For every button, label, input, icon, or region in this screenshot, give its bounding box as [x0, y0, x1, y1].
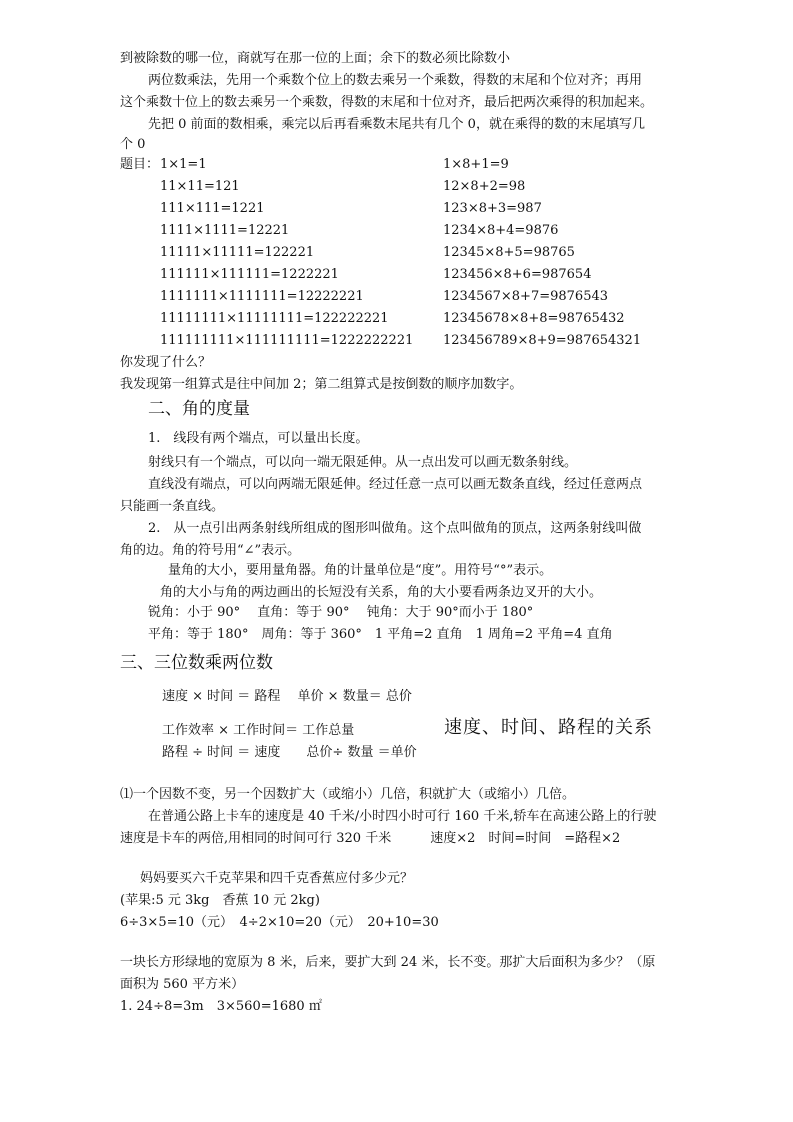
exercise-right-item: 12345678×8+8=98765432 — [443, 311, 625, 326]
exercise-right-item: 123×8+3=987 — [443, 201, 542, 216]
exercise-left-item: 1111111×1111111=12222221 — [160, 289, 364, 304]
problem-line: 一块长方形绿地的宽原为 8 米，后来，要扩大到 24 米，长不变。那扩大后面积为多少？（原 — [120, 955, 656, 970]
paragraph-line: 在普通公路上卡车的速度是 40 千米/小时四小时可行 160 千米,轿车在高速公路上的行驶 — [148, 809, 657, 824]
angle-types-line: 平角：等于 180° 周角：等于 360° 1 平角=2 直角 1 周角=2 平角=4 直角 — [148, 627, 613, 642]
paragraph-line: 两位数乘法，先用一个乘数个位上的数去乘另一个乘数，得数的末尾和个位对齐；再用 — [148, 73, 643, 88]
paragraph-line: 1. 线段有两个端点，可以量出长度。 — [148, 431, 369, 446]
exercise-right-item: 12345×8+5=98765 — [443, 245, 575, 260]
exercise-right-item: 1234×8+4=9876 — [443, 223, 559, 238]
exercise-question: 你发现了什么？ — [120, 355, 212, 370]
relation-title: 速度、时间、路程的关系 — [444, 717, 653, 738]
paragraph-line: 先把 0 前面的数相乘，乘完以后再看乘数末尾共有几个 0，就在乘得的数的末尾填写几 — [148, 117, 645, 132]
exercise-left-item: 11×11=121 — [160, 179, 240, 194]
problem-line: 面积为 560 平方米） — [120, 977, 245, 992]
section-title: 二、角的度量 — [148, 399, 250, 419]
section-title: 三、三位数乘两位数 — [120, 653, 273, 673]
exercise-left-item: 111×111=1221 — [160, 201, 265, 216]
problem-line: 6÷3×5=10（元） 4÷2×10=20（元） 20+10=30 — [120, 915, 439, 930]
paragraph-line: 量角的大小，要用量角器。角的计量单位是“度”。用符号“°”表示。 — [168, 563, 553, 578]
formula-line: 速度 × 时间 ＝ 路程 单价 × 数量＝ 总价 — [162, 689, 412, 704]
paragraph-line: 速度是卡车的两倍,用相同的时间可行 320 千米 速度×2 时间=时间 =路程×2 — [120, 831, 621, 846]
paragraph-line: 直线没有端点，可以向两端无限延伸。经过任意一点可以画无数条直线，经过任意两点 — [148, 477, 643, 492]
exercise-left-item: 11111×11111=122221 — [160, 245, 315, 260]
paragraph-line: 2. 从一点引出两条射线所组成的图形叫做角。这个点叫做角的顶点，这两条射线叫做 — [148, 521, 642, 536]
problem-line: 妈妈要买六千克苹果和四千克香蕉应付多少元？ — [140, 871, 414, 886]
exercise-right-item: 123456×8+6=987654 — [443, 267, 592, 282]
exercise-label: 题目： — [120, 157, 160, 172]
paragraph-line: 到被除数的哪一位，商就写在那一位的上面；余下的数必须比除数小 — [120, 51, 511, 66]
exercise-right-item: 12×8+2=98 — [443, 179, 526, 194]
paragraph-line: 个 0 — [120, 137, 146, 152]
exercise-right-item: 1×8+1=9 — [443, 157, 509, 172]
exercise-left-item: 11111111×11111111=122222221 — [160, 311, 389, 326]
problem-line: (苹果:5 元 3kg 香蕉 10 元 2kg) — [120, 893, 320, 908]
angle-types-line: 锐角：小于 90° 直角：等于 90° 钝角：大于 90°而小于 180° — [148, 605, 534, 620]
exercise-left-item: 1111×1111=12221 — [160, 223, 290, 238]
paragraph-line: 角的边。角的符号用“∠”表示。 — [120, 543, 301, 558]
formula-line: 路程 ÷ 时间 ＝ 速度 总价÷ 数量 ＝单价 — [162, 745, 417, 760]
paragraph-line: 射线只有一个端点，可以向一端无限延伸。从一点出发可以画无数条射线。 — [148, 455, 578, 470]
exercise-left-item: 111111111×111111111=1222222221 — [160, 333, 414, 348]
paragraph-line: 这个乘数十位上的数去乘另一个乘数，得数的末尾和十位对齐，最后把两次乘得的积加起来。 — [120, 95, 654, 110]
exercise-answer: 我发现第一组算式是往中间加 2；第二组算式是按倒数的顺序加数字。 — [120, 377, 523, 392]
exercise-right-item: 1234567×8+7=9876543 — [443, 289, 609, 304]
exercise-left-item: 111111×111111=1222221 — [160, 267, 339, 282]
exercise-right-item: 123456789×8+9=987654321 — [443, 333, 642, 348]
paragraph-line: 只能画一条直线。 — [120, 499, 225, 514]
paragraph-line: 角的大小与角的两边画出的长短没有关系，角的大小要看两条边叉开的大小。 — [160, 585, 603, 600]
exercise-left-item: 1×1=1 — [160, 157, 207, 172]
problem-line: 1. 24÷8=3m 3×560=1680 ㎡ — [120, 999, 322, 1014]
paragraph-line: ⑴一个因数不变，另一个因数扩大（或缩小）几倍，积就扩大（或缩小）几倍。 — [120, 787, 576, 802]
formula-line: 工作效率 × 工作时间＝ 工作总量 — [162, 723, 355, 738]
